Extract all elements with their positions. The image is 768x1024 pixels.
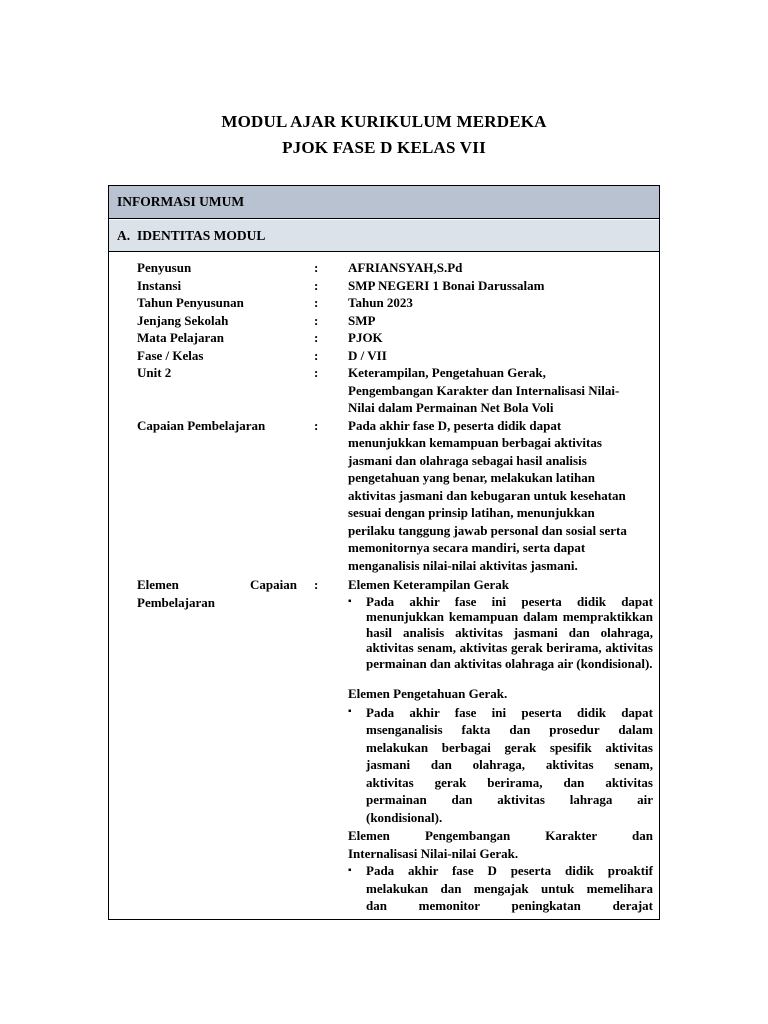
- colon: :: [314, 312, 319, 328]
- colon: :: [314, 260, 319, 275]
- element-bullet-line: Pada akhir fase ini peserta didik dapat: [366, 704, 653, 720]
- element-bullet-line: melakukan berbagai gerak spesifik aktivitas: [366, 739, 653, 755]
- capaian-line: aktivitas jasmani dan kebugaran untuk kesehatan: [348, 487, 626, 503]
- label-tahun: Tahun Penyusunan: [137, 295, 244, 310]
- value-unit-line: Pengembangan Karakter dan Internalisasi Nilai-: [348, 382, 620, 398]
- element-bullet-line: permainan dan aktivitas lahraga air: [366, 792, 653, 807]
- value-fase: D / VII: [348, 347, 387, 363]
- element-bullet-line: (kondisional).: [366, 809, 443, 825]
- value-unit-line: Keterampilan, Pengetahuan Gerak,: [348, 365, 546, 380]
- value-jenjang: SMP: [348, 312, 376, 328]
- element-title: Elemen Keterampilan Gerak: [348, 577, 510, 592]
- capaian-line: Pada akhir fase D, peserta didik dapat: [348, 417, 562, 433]
- value-tahun: Tahun 2023: [348, 295, 413, 310]
- label-capaian: Capaian Pembelajaran: [137, 417, 266, 433]
- element-bullet-line: melakukan dan mengajak untuk memelihara: [366, 880, 653, 896]
- element-bullet-line: aktivitas gerak berirama, dan aktivitas: [366, 774, 653, 790]
- colon: :: [314, 347, 319, 363]
- bullet-icon: ▪: [348, 706, 352, 717]
- info-table: [108, 185, 660, 920]
- element-bullet-line: jasmani dan olahraga, aktivitas senam,: [366, 757, 653, 772]
- document-title: MODUL AJAR KURIKULUM MERDEKA: [221, 112, 547, 131]
- element-bullet-line: dan memonitor peningkatan derajat: [366, 898, 653, 913]
- colon: :: [314, 295, 319, 310]
- element-title: Elemen Pengembangan Karakter dan: [348, 828, 653, 843]
- colon: :: [314, 277, 319, 293]
- value-penyusun: AFRIANSYAH,S.Pd: [348, 260, 463, 275]
- label-elemen: Elemen Capaian: [137, 577, 297, 592]
- capaian-line: menganalisis nilai-nilai aktivitas jasmani.: [348, 557, 578, 573]
- element-title: Elemen Pengetahuan Gerak.: [348, 686, 508, 701]
- label-fase: Fase / Kelas: [137, 347, 204, 363]
- document-subtitle: PJOK FASE D KELAS VII: [282, 138, 486, 157]
- element-bullet-line: msenganalisis fakta dan prosedur dalam: [366, 722, 653, 737]
- label-unit: Unit 2: [137, 365, 172, 380]
- label-mapel: Mata Pelajaran: [137, 330, 225, 345]
- label-jenjang: Jenjang Sekolah: [137, 312, 229, 328]
- colon: :: [314, 417, 319, 433]
- capaian-line: sesuai dengan prinsip latihan, menunjukkan: [348, 505, 595, 520]
- subsection-number: A.: [117, 227, 131, 243]
- colon: :: [314, 365, 319, 380]
- capaian-line: pengetahuan yang benar, melakukan latihan: [348, 470, 595, 485]
- capaian-line: perilaku tanggung jawab personal dan sosial serta: [348, 522, 627, 538]
- value-unit-line: Nilai dalam Permainan Net Bola Voli: [348, 400, 554, 415]
- label-penyusun: Penyusun: [137, 260, 192, 275]
- subsection-header: [109, 220, 659, 252]
- label-instansi: Instansi: [137, 277, 182, 293]
- section-title: INFORMASI UMUM: [117, 194, 245, 209]
- capaian-line: jasmani dan olahraga sebagai hasil analisis: [348, 452, 587, 468]
- element-bullet-line: Pada akhir fase D peserta didik proaktif: [366, 863, 653, 878]
- element-title: Internalisasi Nilai-nilai Gerak.: [348, 845, 519, 861]
- value-mapel: PJOK: [348, 330, 383, 345]
- bullet-icon: ▪: [348, 865, 352, 876]
- element-bullet-text: Pada akhir fase ini peserta didik dapat menunjukkan kemampuan dalam mempraktikkan hasil analisis aktivitas jasmani dan olahraga, aktivitas senam, aktivitas gerak berirama, aktivitas permainan dan aktivitas olahraga air (kondisional).: [366, 593, 653, 671]
- capaian-line: memonitornya secara mandiri, serta dapat: [348, 540, 586, 555]
- colon: :: [314, 330, 319, 345]
- capaian-line: menunjukkan kemampuan berbagai aktivitas: [348, 435, 602, 450]
- subsection-title: IDENTITAS MODUL: [137, 227, 266, 243]
- label-elemen: Pembelajaran: [137, 594, 215, 610]
- colon: :: [314, 577, 319, 592]
- bullet-icon: ▪: [348, 596, 352, 607]
- value-instansi: SMP NEGERI 1 Bonai Darussalam: [348, 277, 545, 293]
- section-header: [109, 186, 659, 219]
